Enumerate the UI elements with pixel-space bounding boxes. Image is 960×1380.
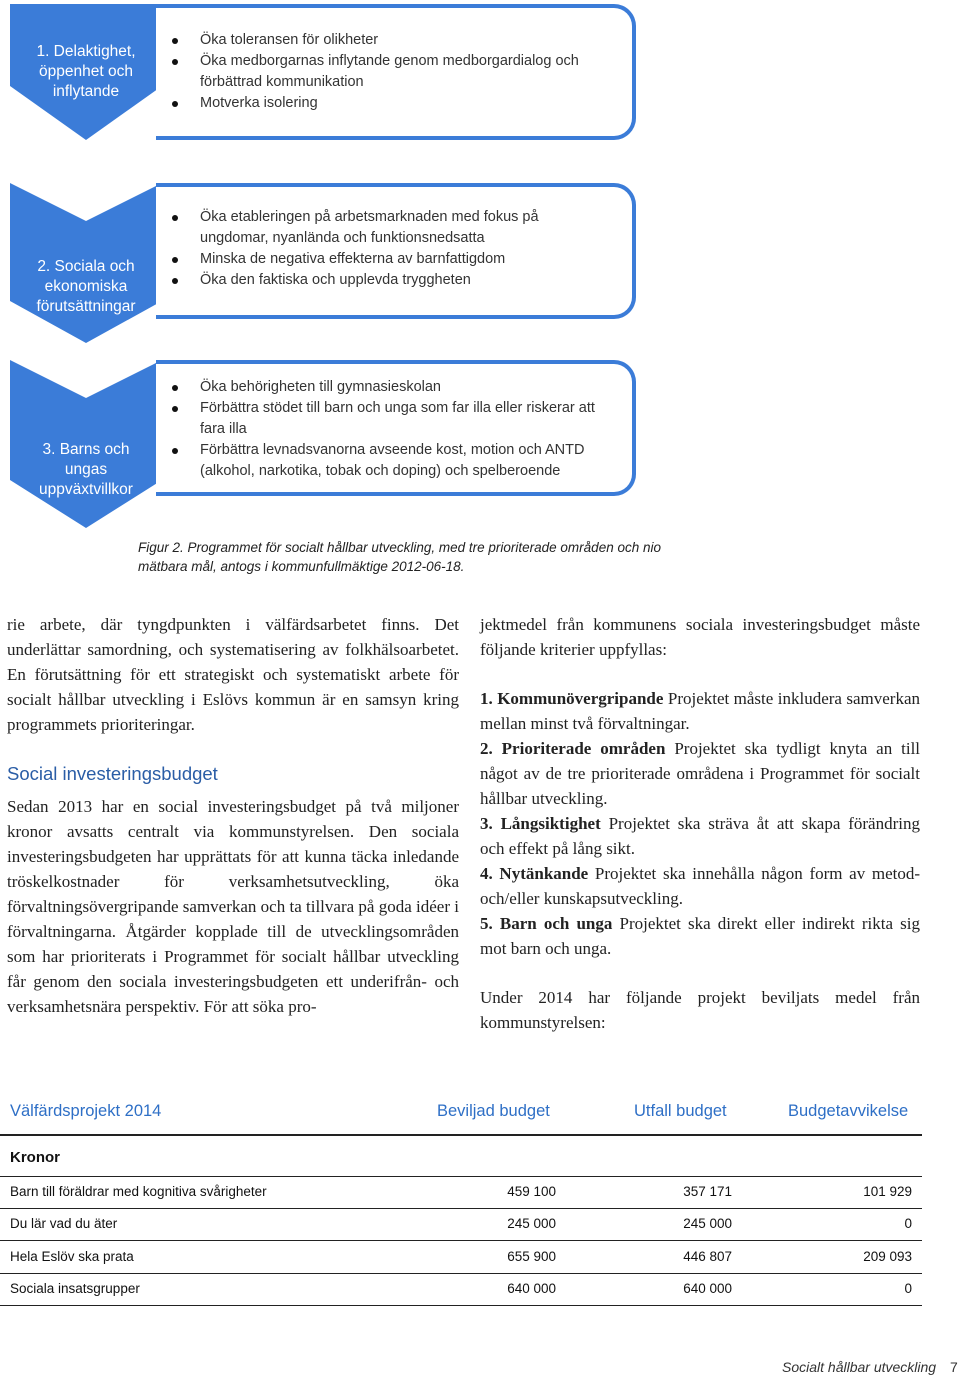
footer-title: Socialt hållbar utveckling [782, 1359, 937, 1375]
goal-box-1 [156, 4, 636, 140]
paragraph: rie arbete, där tyngdpunkten i välfärdsarbetet finns. Det underlättar samordning, och systematisering av folkhälsoarbetet. En förutsättning för ett strategiskt och systematiskt arbete för socialt hållbar utveckling i Eslövs kommun är en samsyn kring programmets prioriteringar. [7, 615, 459, 734]
table-divider [0, 1273, 922, 1274]
column-header-granted: Beviljad budget [437, 1102, 550, 1120]
table-divider [0, 1305, 922, 1306]
criterion-number: 1. [480, 689, 493, 708]
criteria-list [480, 686, 920, 961]
granted-value: 640 000 [507, 1281, 556, 1296]
diagram-row-1 [0, 4, 960, 140]
deviation-value: 101 929 [863, 1184, 912, 1199]
criterion-number: 5. [480, 914, 493, 933]
goal-item: Öka behörigheten till gymnasieskolan [156, 377, 632, 398]
table-row [0, 1277, 960, 1301]
goal-box-2 [156, 183, 636, 319]
criterion-title: Prioriterade områden [501, 739, 666, 758]
criterion-text: Projektet ska innehålla någon form av metod- och/eller kunskapsutveckling. [480, 864, 921, 908]
criterion-title: Kommunövergripande [497, 689, 664, 708]
chevron-1-label: 1. Delaktighet, öppenhet och inflytande [36, 43, 136, 100]
criterion-number: 4. [480, 864, 493, 883]
goal-item: Minska de negativa effekterna av barnfattigdom [156, 249, 632, 270]
project-name: Barn till föräldrar med kognitiva svårigheter [10, 1184, 267, 1199]
table-divider [0, 1208, 922, 1209]
column-header-deviation: Budgetavvikelse [788, 1102, 909, 1120]
granted-value: 655 900 [507, 1249, 556, 1264]
criterion [480, 861, 920, 911]
criterion-text: Projektet måste inkludera samverkan mellan minst två förvaltningar. [480, 689, 921, 733]
deviation-value: 0 [904, 1216, 912, 1231]
diagram-row-3 [0, 360, 960, 496]
outcome-value: 357 171 [683, 1184, 732, 1199]
criterion-title: Barn och unga [499, 914, 613, 933]
goal-item: Öka toleransen för olikheter [156, 30, 632, 51]
criterion-title: Nytänkande [499, 864, 589, 883]
project-name: Sociala insatsgrupper [10, 1281, 140, 1296]
column-header-project: Välfärdsprojekt 2014 [10, 1102, 162, 1120]
criterion [480, 911, 920, 961]
column-header-outcome: Utfall budget [634, 1102, 727, 1120]
criterion [480, 736, 920, 811]
outcome-value: 640 000 [683, 1281, 732, 1296]
criterion [480, 686, 920, 736]
deviation-value: 209 093 [863, 1249, 912, 1264]
granted-value: 245 000 [507, 1216, 556, 1231]
goal-item: Förbättra stödet till barn och unga som far illa eller riskerar att fara illa [156, 398, 632, 440]
criterion-text: Projektet ska tydligt knyta an till något av de tre prioriterade områdena i Programmet för socialt hållbar utveckling. [480, 739, 921, 808]
deviation-value: 0 [904, 1281, 912, 1296]
chevron-1 [10, 4, 162, 140]
goal-item: Öka medborgarnas inflytande genom medborgardialog och förbättrad kommunikation [156, 51, 632, 93]
criterion-number: 2. [480, 739, 493, 758]
table-row [0, 1212, 960, 1236]
chevron-2-label: 2. Sociala och ekonomiska förutsättningar [36, 258, 136, 315]
paragraph: jektmedel från kommunens sociala investeringsbudget måste följande kriterier uppfyllas: [480, 615, 920, 659]
outcome-value: 245 000 [683, 1216, 732, 1231]
project-name: Hela Eslöv ska prata [10, 1249, 134, 1264]
diagram-row-2 [0, 183, 960, 319]
section-heading: Social investeringsbudget [7, 763, 218, 784]
goal-item: Öka den faktiska och upplevda tryggheten [156, 270, 632, 291]
unit-label: Kronor [10, 1149, 60, 1166]
criterion-text: Projektet ska sträva åt att skapa förändring och effekt på lång sikt. [480, 814, 920, 858]
table-divider [0, 1176, 922, 1177]
paragraph: Under 2014 har följande projekt beviljats medel från kommunstyrelsen: [480, 988, 920, 1032]
granted-value: 459 100 [507, 1184, 556, 1199]
goal-item: Förbättra levnadsvanorna avseende kost, motion och ANTD (alkohol, narkotika, tobak och doping) och spelberoende [156, 440, 632, 482]
outcome-value: 446 807 [683, 1249, 732, 1264]
criterion-number: 3. [480, 814, 493, 833]
goal-item: Motverka isolering [156, 93, 632, 114]
table-divider [0, 1240, 922, 1241]
goal-box-3 [156, 360, 636, 496]
table-row [0, 1180, 960, 1204]
table-row [0, 1245, 960, 1269]
page-number: 7 [950, 1359, 958, 1375]
table-divider [0, 1134, 922, 1136]
figure-caption: Figur 2. Programmet för socialt hållbar utveckling, med tre prioriterade områden och nio mätbara mål, antogs i kommunfullmäktige 2012-06-18. [138, 540, 661, 574]
table-header [0, 1096, 960, 1128]
criterion-title: Långsiktighet [500, 814, 601, 833]
criterion-text: Projektet ska direkt eller indirekt rikta sig mot barn och unga. [480, 914, 920, 958]
goal-item: Öka etableringen på arbetsmarknaden med fokus på ungdomar, nyanlända och funktionsnedsatta [156, 207, 632, 249]
chevron-3-label: 3. Barns och ungas uppväxtvillkor [39, 441, 133, 498]
paragraph: Sedan 2013 har en social investeringsbudget på två miljoner kronor avsatts centralt via kommunstyrelsen. Den sociala investeringsbudgeten har upprättats för att kunna täcka inledande tröskelkostnader för verksamhetsutveckling, öka förvaltningsövergripande samverkan och ta tillvara på goda idéer i förvaltningarna. Åtgärder kopplade till de utvecklingsområden som har prioriterats i Programmet för socialt hållbar utveckling får genom den sociala investeringsbudgeten ett underifrån- och verksamhetsnära perspektiv. För att söka pro- [7, 797, 459, 1016]
chevron-2 [10, 183, 162, 343]
chevron-3 [10, 360, 162, 528]
criterion [480, 811, 920, 861]
project-name: Du lär vad du äter [10, 1216, 118, 1231]
left-column [7, 612, 459, 1019]
right-column [480, 612, 920, 1035]
